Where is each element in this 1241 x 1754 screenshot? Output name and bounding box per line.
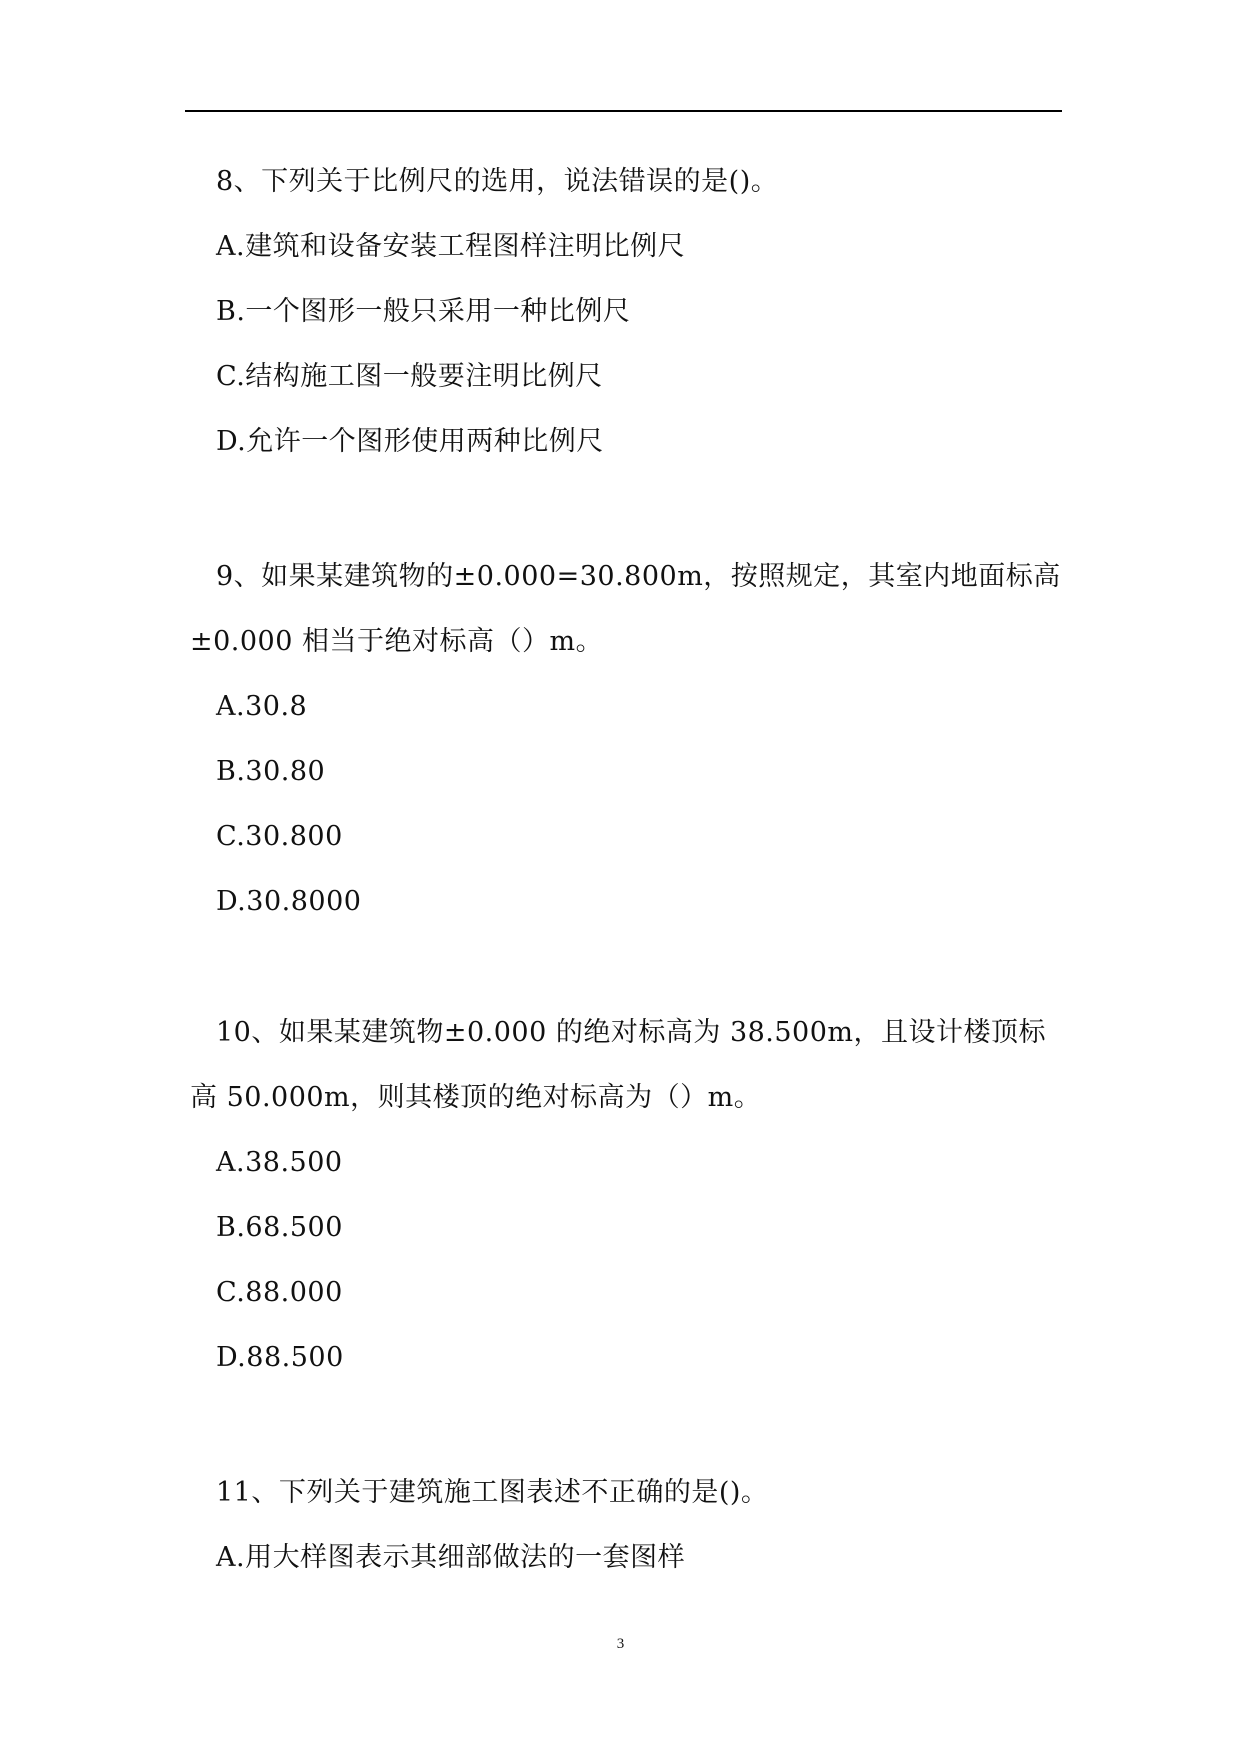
question-9-option-b: B.30.80 <box>216 756 326 787</box>
question-10-option-b: B.68.500 <box>216 1212 343 1243</box>
question-8-option-a: A.建筑和设备安装工程图样注明比例尺 <box>216 231 686 262</box>
question-11-option-a: A.用大样图表示其细部做法的一套图样 <box>216 1542 686 1573</box>
question-10-option-c: C.88.000 <box>216 1277 343 1308</box>
header-rule <box>185 110 1062 112</box>
question-8-text: 8、下列关于比例尺的选用，说法错误的是()。 <box>216 166 779 197</box>
page-number: 3 <box>616 1636 625 1652</box>
question-10-option-d: D.88.500 <box>216 1342 344 1373</box>
question-11-text: 11、下列关于建筑施工图表述不正确的是()。 <box>216 1477 769 1508</box>
question-8-option-c: C.结构施工图一般要注明比例尺 <box>216 361 603 392</box>
question-9-text-continued: ±0.000 相当于绝对标高（）m。 <box>190 626 604 657</box>
question-9-option-c: C.30.800 <box>216 821 343 852</box>
question-8-option-d: D.允许一个图形使用两种比例尺 <box>216 426 604 457</box>
question-8-option-b: B.一个图形一般只采用一种比例尺 <box>216 296 631 327</box>
question-10-text: 10、如果某建筑物±0.000 的绝对标高为 38.500m，且设计楼顶标 <box>216 1017 1047 1048</box>
question-10-text-continued: 高 50.000m，则其楼顶的绝对标高为（）m。 <box>190 1082 762 1113</box>
question-10-option-a: A.38.500 <box>216 1147 343 1178</box>
question-9-option-d: D.30.8000 <box>216 886 362 917</box>
question-9-text: 9、如果某建筑物的±0.000=30.800m，按照规定，其室内地面标高 <box>216 561 1061 592</box>
question-9-option-a: A.30.8 <box>216 691 308 722</box>
